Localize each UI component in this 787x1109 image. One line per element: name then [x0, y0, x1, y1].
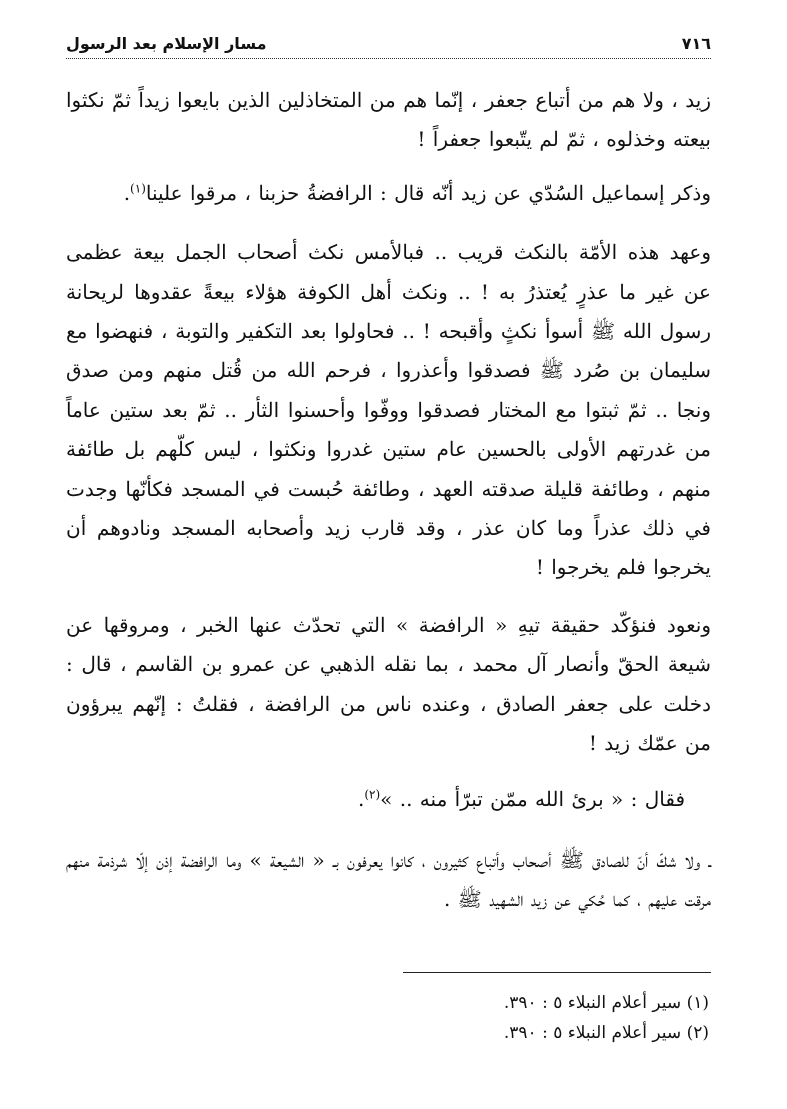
- footnote-2: (٢) سير أعلام النبلاء ٥ : ٣٩٠.: [503, 1023, 709, 1043]
- paragraph-6: ـ ولا شكّ أنّ للصادق ﷺ أصحاب وأتباع كثيرون ، كانوا يعرفون بـ « الشيعة » وما الرافضة إذن إلّا شرذمة منهم مرقت عليهم ، كما حُكي عن زيد الشهيد ﷺ .: [66, 847, 711, 912]
- page: [66, 30, 711, 920]
- footnote-1: (١) سير أعلام النبلاء ٥ : ٣٩٠.: [503, 993, 709, 1013]
- footnote-ref-2: (٢): [364, 786, 381, 801]
- paragraph-2-text: وذكر إسماعيل السُدّي عن زيد أنّه قال : الرافضةُ حزبنا ، مرقوا علينا: [145, 180, 711, 205]
- paragraph-3: وعهد هذه الأمّة بالنكث قريب .. فبالأمس نكث أصحاب الجمل بيعة عظمى عن غير ما عذرٍ يُعتذرُ به ! .. ونكث أهل الكوفة هؤلاء بيعةً عقدوها لريحانة رسول الله ﷺ أسوأ نكثٍ وأقبحه ! .. فحاولوا بعد التكفير والتوبة ، فنهضوا مع سليمان بن صُرد ﷺ فصدقوا وأعذروا ، فرحم الله من قُتل منهم ومن صدق ونجا .. ثمّ ثبتوا مع المختار فصدقوا ووفّوا وأحسنوا الثأر .. ثمّ بعد ستين عاماً من غدرتهم الأولى بالحسين عام ستين غدروا ونكثوا ، ليس كلّهم بل طائفة منهم ، وطائفة قليلة صدقته العهد ، وطائفة حُبست في المسجد فكأنّها وجدت في ذلك عذراً وما كان عذر ، وقد قارب زيد وأصحابه المسجد ونادوهم أن يخرجوا فلم يخرجوا !: [66, 240, 711, 580]
- paragraph-5: [66, 780, 711, 819]
- page-header: [66, 30, 711, 59]
- running-title: مسار الإسلام بعد الرسول: [66, 33, 267, 53]
- footnote-ref-1: (١): [130, 181, 146, 196]
- footnotes: [66, 988, 709, 1048]
- page-number: ٧١٦: [681, 33, 711, 53]
- paragraph-5-end: .: [357, 786, 365, 811]
- paragraph-2-end: .: [123, 180, 131, 205]
- footnote-separator: [403, 972, 711, 973]
- paragraph-2: [66, 174, 711, 213]
- paragraph-1: زيد ، ولا هم من أتباع جعفر ، إنّما هم من المتخاذلين الذين بايعوا زيداً ثمّ نكثوا بيعته وخذلوه ، ثمّ لم يتّبعوا جعفراً !: [66, 88, 711, 152]
- paragraph-5-text: فقال : « برئ الله ممّن تبرّأ منه .. »: [380, 786, 685, 811]
- paragraph-4: ونعود فنؤكّد حقيقة تيهِ « الرافضة » التي تحدّث عنها الخبر ، ومروقها عن شيعة الحقّ وأنصار آل محمد ، بما نقله الذهبي عن عمرو بن القاسم ، قال : دخلت على جعفر الصادق ، وعنده ناس من الرافضة ، فقلتُ : إنّهم يبرؤون من عمّك زيد !: [66, 612, 711, 756]
